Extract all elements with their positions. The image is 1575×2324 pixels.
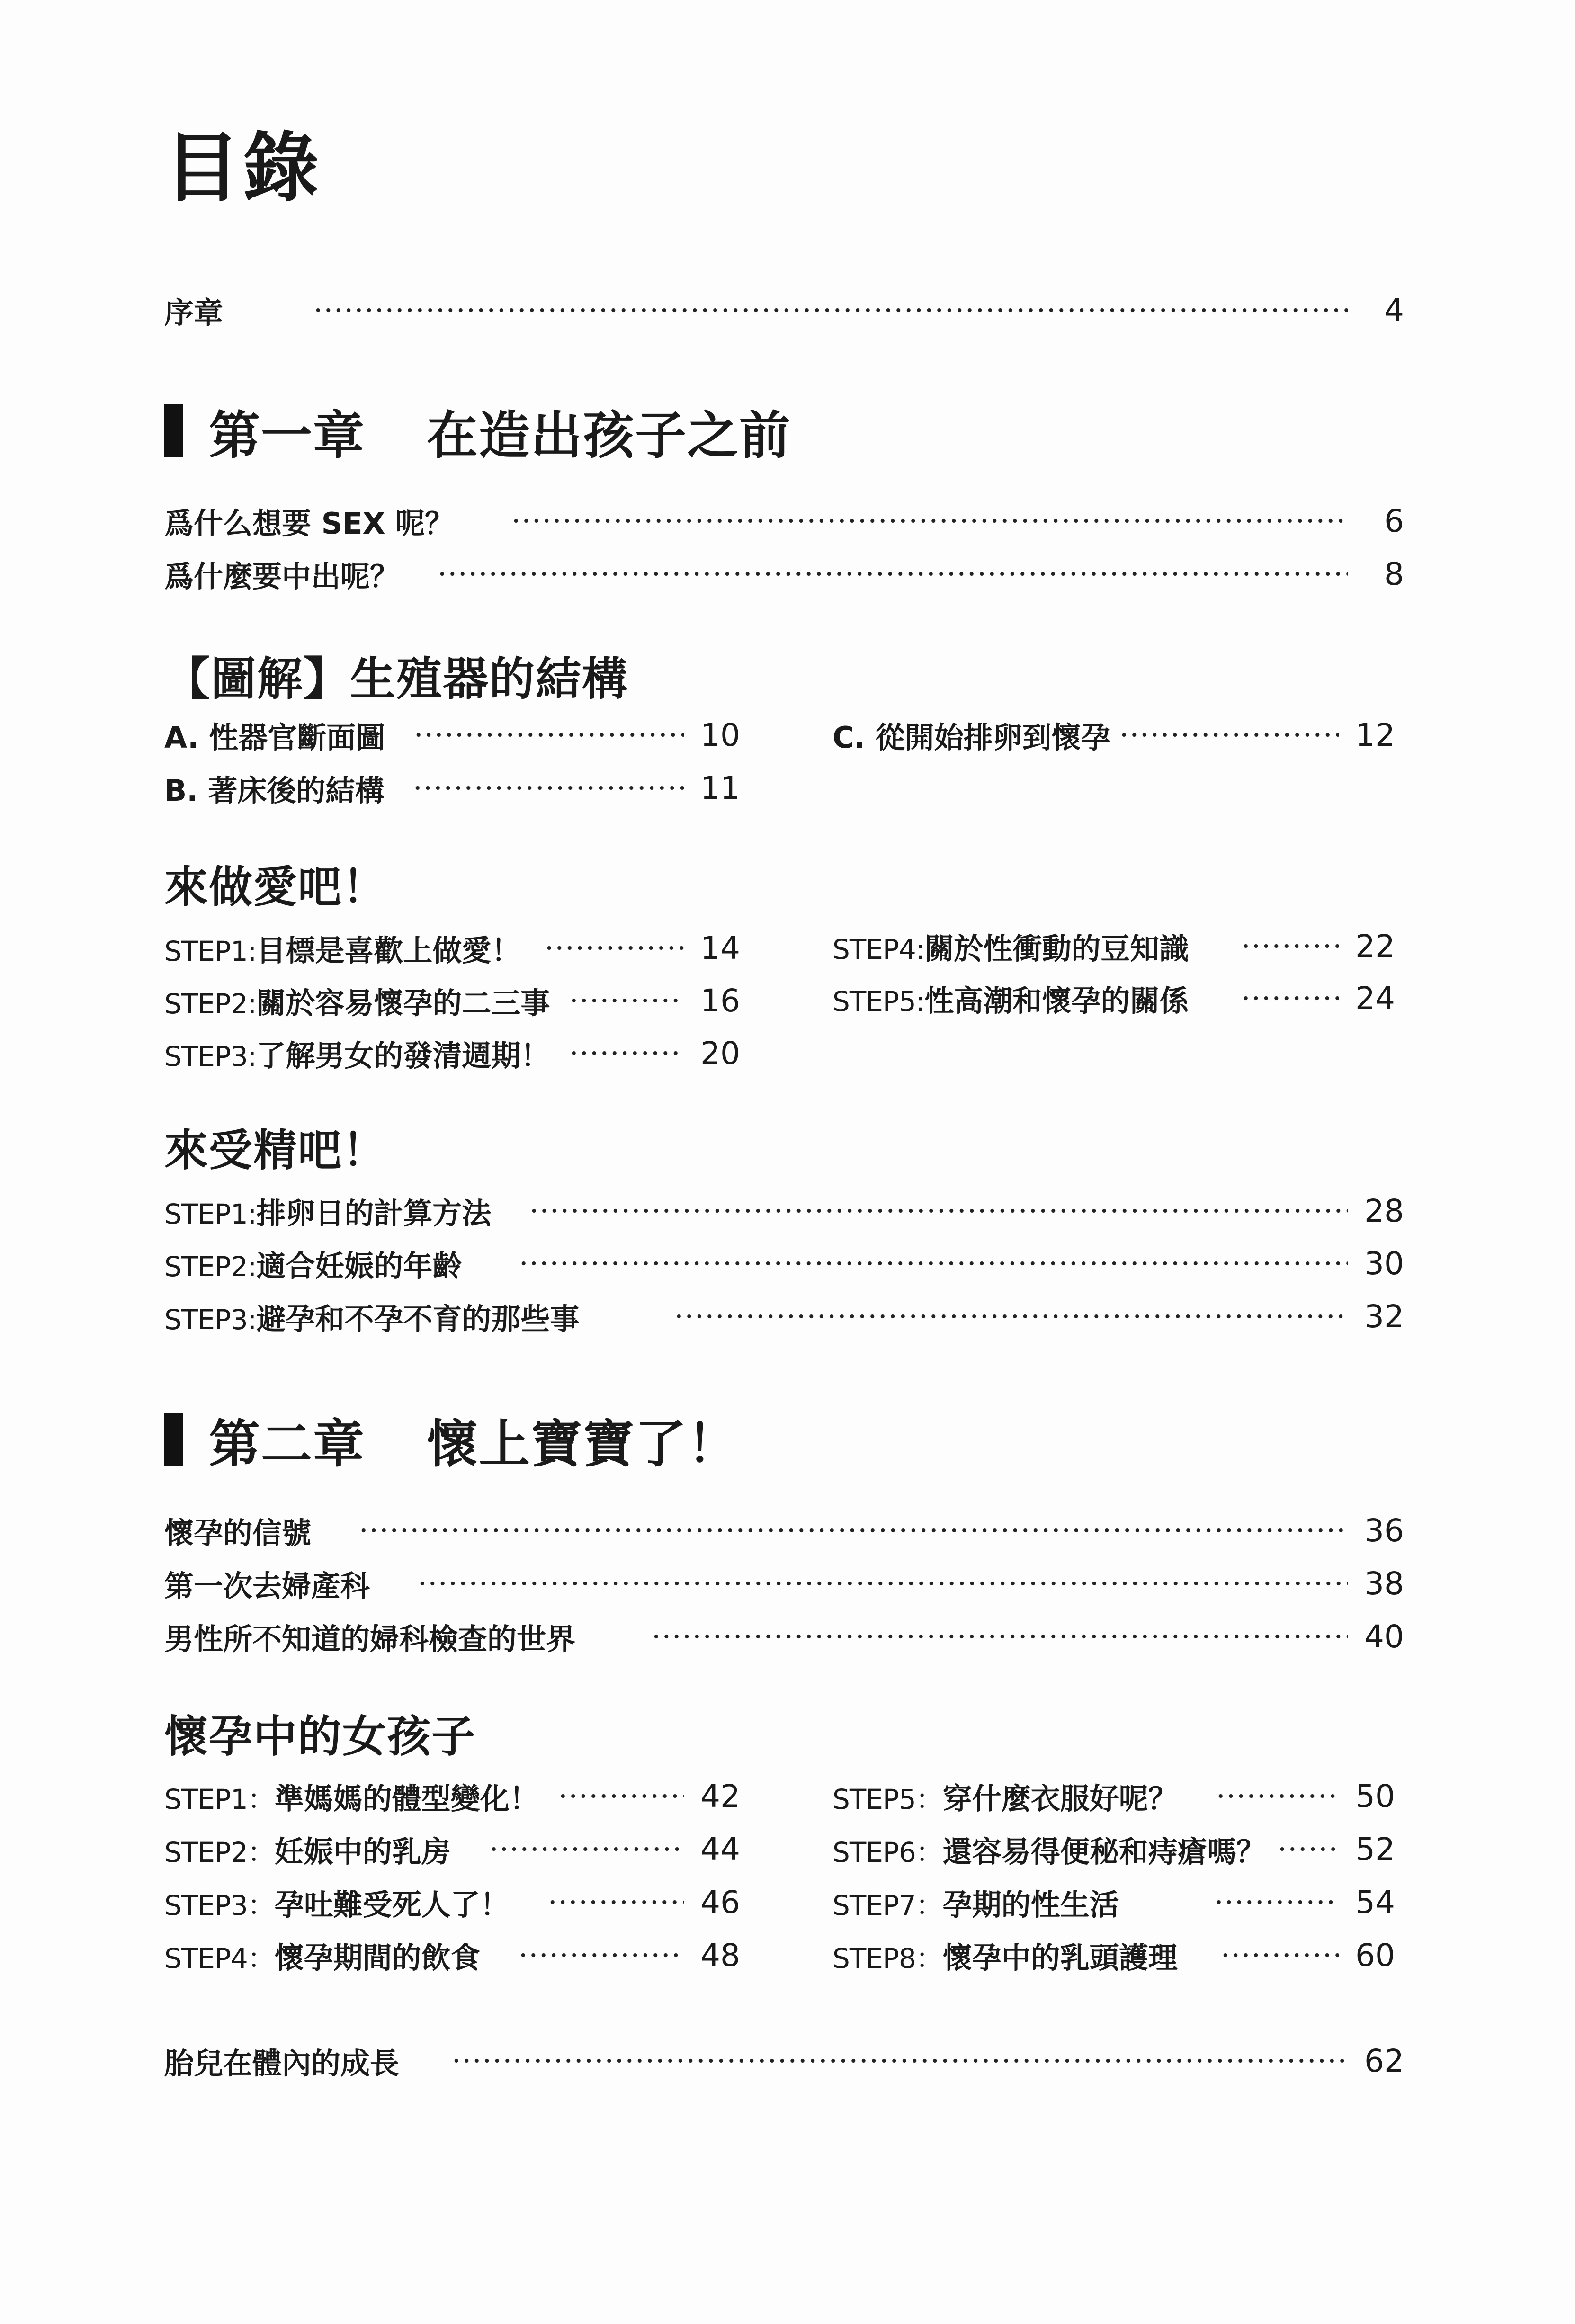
toc-entry[interactable] — [164, 1618, 1404, 1655]
entry-label: C. 從開始排卵到懷孕 — [832, 720, 1110, 755]
toc-entry[interactable] — [832, 1830, 1395, 1868]
section-heading-lets-conceive: 來受精吧！ — [164, 1125, 387, 1176]
entry-page: 36 — [1364, 1512, 1404, 1549]
dot-leader — [451, 2058, 1348, 2063]
entry-label: STEP1:排卵日的計算方法 — [164, 1196, 492, 1231]
toc-entry[interactable] — [164, 1936, 740, 1974]
dot-leader — [1241, 944, 1339, 948]
section-heading-diagram: 【圖解】生殖器的結構 — [164, 653, 628, 706]
toc-entry[interactable] — [164, 1034, 740, 1072]
entry-page: 16 — [700, 982, 740, 1019]
toc-entry[interactable] — [164, 1830, 740, 1868]
toc-entry[interactable] — [164, 1777, 740, 1815]
entry-page: 11 — [700, 769, 740, 806]
toc-entry[interactable] — [164, 1192, 1404, 1230]
dot-leader — [489, 1847, 684, 1851]
dot-leader — [558, 1794, 684, 1798]
entry-label: STEP1：準媽媽的體型變化！ — [164, 1781, 539, 1816]
entry-page: 28 — [1364, 1192, 1404, 1229]
entry-page: 32 — [1364, 1298, 1404, 1335]
entry-label: STEP3：孕吐難受死人了！ — [164, 1887, 510, 1922]
dot-leader — [1277, 1847, 1339, 1851]
entry-page: 4 — [1384, 292, 1404, 329]
chapter-1-heading — [164, 402, 792, 465]
entry-page: 10 — [700, 716, 740, 753]
entry-page: 62 — [1364, 2042, 1404, 2079]
entry-label: STEP3:避孕和不孕不育的那些事 — [164, 1301, 580, 1336]
toc-entry[interactable] — [164, 502, 1404, 540]
dot-leader — [412, 786, 684, 790]
entry-page: 60 — [1355, 1937, 1395, 1974]
dot-leader — [529, 1208, 1348, 1213]
entry-page: 22 — [1355, 928, 1395, 965]
dot-leader — [651, 1634, 1348, 1639]
entry-label: 第一次去婦產科 — [164, 1568, 370, 1603]
toc-entry[interactable] — [832, 1777, 1395, 1815]
entry-page: 20 — [700, 1035, 740, 1072]
entry-page: 40 — [1364, 1618, 1404, 1655]
section-heading-pregnant-girl: 懷孕中的女孩子 — [164, 1711, 476, 1762]
dot-leader — [511, 518, 1348, 523]
entry-page: 42 — [700, 1778, 740, 1815]
entry-page: 8 — [1384, 555, 1404, 592]
chapter-marker — [164, 404, 183, 457]
toc-entry-prologue[interactable] — [164, 291, 1404, 329]
dot-leader — [544, 946, 684, 950]
entry-label: STEP4：懷孕期間的飲食 — [164, 1940, 480, 1975]
entry-label: STEP2:關於容易懷孕的二三事 — [164, 985, 550, 1020]
page-title: 目錄 — [164, 124, 322, 212]
entry-page: 48 — [700, 1937, 740, 1974]
entry-label: 胎兒在體內的成長 — [164, 2046, 400, 2081]
entry-label: 爲什么想要 SEX 呢？ — [164, 506, 454, 541]
toc-entry[interactable] — [164, 982, 740, 1019]
dot-leader — [569, 1051, 684, 1055]
entry-label: B. 著床後的結構 — [164, 773, 385, 808]
toc-entry[interactable] — [164, 1244, 1404, 1282]
entry-page: 54 — [1355, 1884, 1395, 1921]
toc-entry[interactable] — [164, 1297, 1404, 1335]
chapter-title: 在造出孩子之前 — [427, 406, 792, 465]
dot-leader — [547, 1900, 684, 1904]
chapter-number: 第二章 — [209, 1414, 366, 1474]
entry-label: 懷孕的信號 — [164, 1515, 312, 1550]
dot-leader — [358, 1528, 1348, 1533]
entry-label: STEP3:了解男女的發清週期！ — [164, 1038, 550, 1073]
toc-entry[interactable] — [832, 1883, 1395, 1921]
dot-leader — [1214, 1900, 1339, 1904]
dot-leader — [519, 1261, 1348, 1266]
entry-page: 38 — [1364, 1565, 1404, 1602]
dot-leader — [1119, 733, 1339, 737]
toc-entry[interactable] — [832, 1936, 1395, 1974]
entry-label: STEP2:適合妊娠的年齡 — [164, 1248, 462, 1283]
dot-leader — [1241, 996, 1339, 1001]
entry-label: 爲什麼要中出呢？ — [164, 559, 400, 594]
dot-leader — [413, 733, 684, 737]
entry-label: STEP1:目標是喜歡上做愛！ — [164, 933, 521, 968]
toc-entry[interactable] — [832, 716, 1395, 754]
entry-page: 30 — [1364, 1245, 1404, 1282]
entry-label: STEP8：懷孕中的乳頭護理 — [832, 1940, 1178, 1975]
dot-leader — [313, 308, 1348, 313]
dot-leader — [518, 1953, 684, 1958]
dot-leader — [437, 572, 1348, 576]
dot-leader — [569, 998, 684, 1003]
dot-leader — [1216, 1794, 1339, 1798]
entry-label: STEP2：妊娠中的乳房 — [164, 1834, 451, 1869]
toc-entry[interactable] — [164, 2042, 1404, 2080]
entry-label: 男性所不知道的婦科檢查的世界 — [164, 1621, 576, 1656]
entry-page: 6 — [1384, 502, 1404, 539]
dot-leader — [1220, 1953, 1339, 1958]
entry-page: 12 — [1355, 716, 1395, 753]
entry-page: 50 — [1355, 1778, 1395, 1815]
entry-page: 46 — [700, 1884, 740, 1921]
toc-entry[interactable] — [164, 1883, 740, 1921]
entry-label: STEP4:關於性衝動的豆知識 — [832, 931, 1189, 966]
toc-entry[interactable] — [164, 1511, 1404, 1549]
entry-label: STEP5：穿什麼衣服好呢？ — [832, 1781, 1178, 1816]
toc-entry[interactable] — [164, 555, 1404, 593]
toc-entry[interactable] — [832, 979, 1395, 1017]
entry-label: A. 性器官斷面圖 — [164, 720, 385, 755]
entry-label: 序章 — [164, 295, 224, 330]
toc-entry[interactable] — [164, 1564, 1404, 1602]
toc-entry[interactable] — [832, 927, 1395, 965]
entry-label: STEP5:性高潮和懷孕的關係 — [832, 983, 1189, 1018]
toc-entry[interactable] — [164, 769, 740, 807]
entry-label: STEP7：孕期的性生活 — [832, 1887, 1119, 1922]
section-heading-lets-sex: 來做愛吧！ — [164, 862, 387, 912]
dot-leader — [417, 1581, 1348, 1586]
toc-entry[interactable] — [164, 716, 740, 754]
dot-leader — [674, 1314, 1348, 1319]
entry-page: 24 — [1355, 980, 1395, 1017]
entry-label: STEP6：還容易得便秘和痔瘡嗎？ — [832, 1834, 1266, 1869]
chapter-marker — [164, 1413, 183, 1466]
chapter-2-heading — [164, 1411, 740, 1474]
chapter-number: 第一章 — [209, 406, 366, 465]
entry-page: 44 — [700, 1831, 740, 1868]
entry-page: 52 — [1355, 1831, 1395, 1868]
toc-entry[interactable] — [164, 929, 740, 967]
chapter-title: 懷上寶寶了！ — [427, 1414, 740, 1474]
entry-page: 14 — [700, 930, 740, 966]
